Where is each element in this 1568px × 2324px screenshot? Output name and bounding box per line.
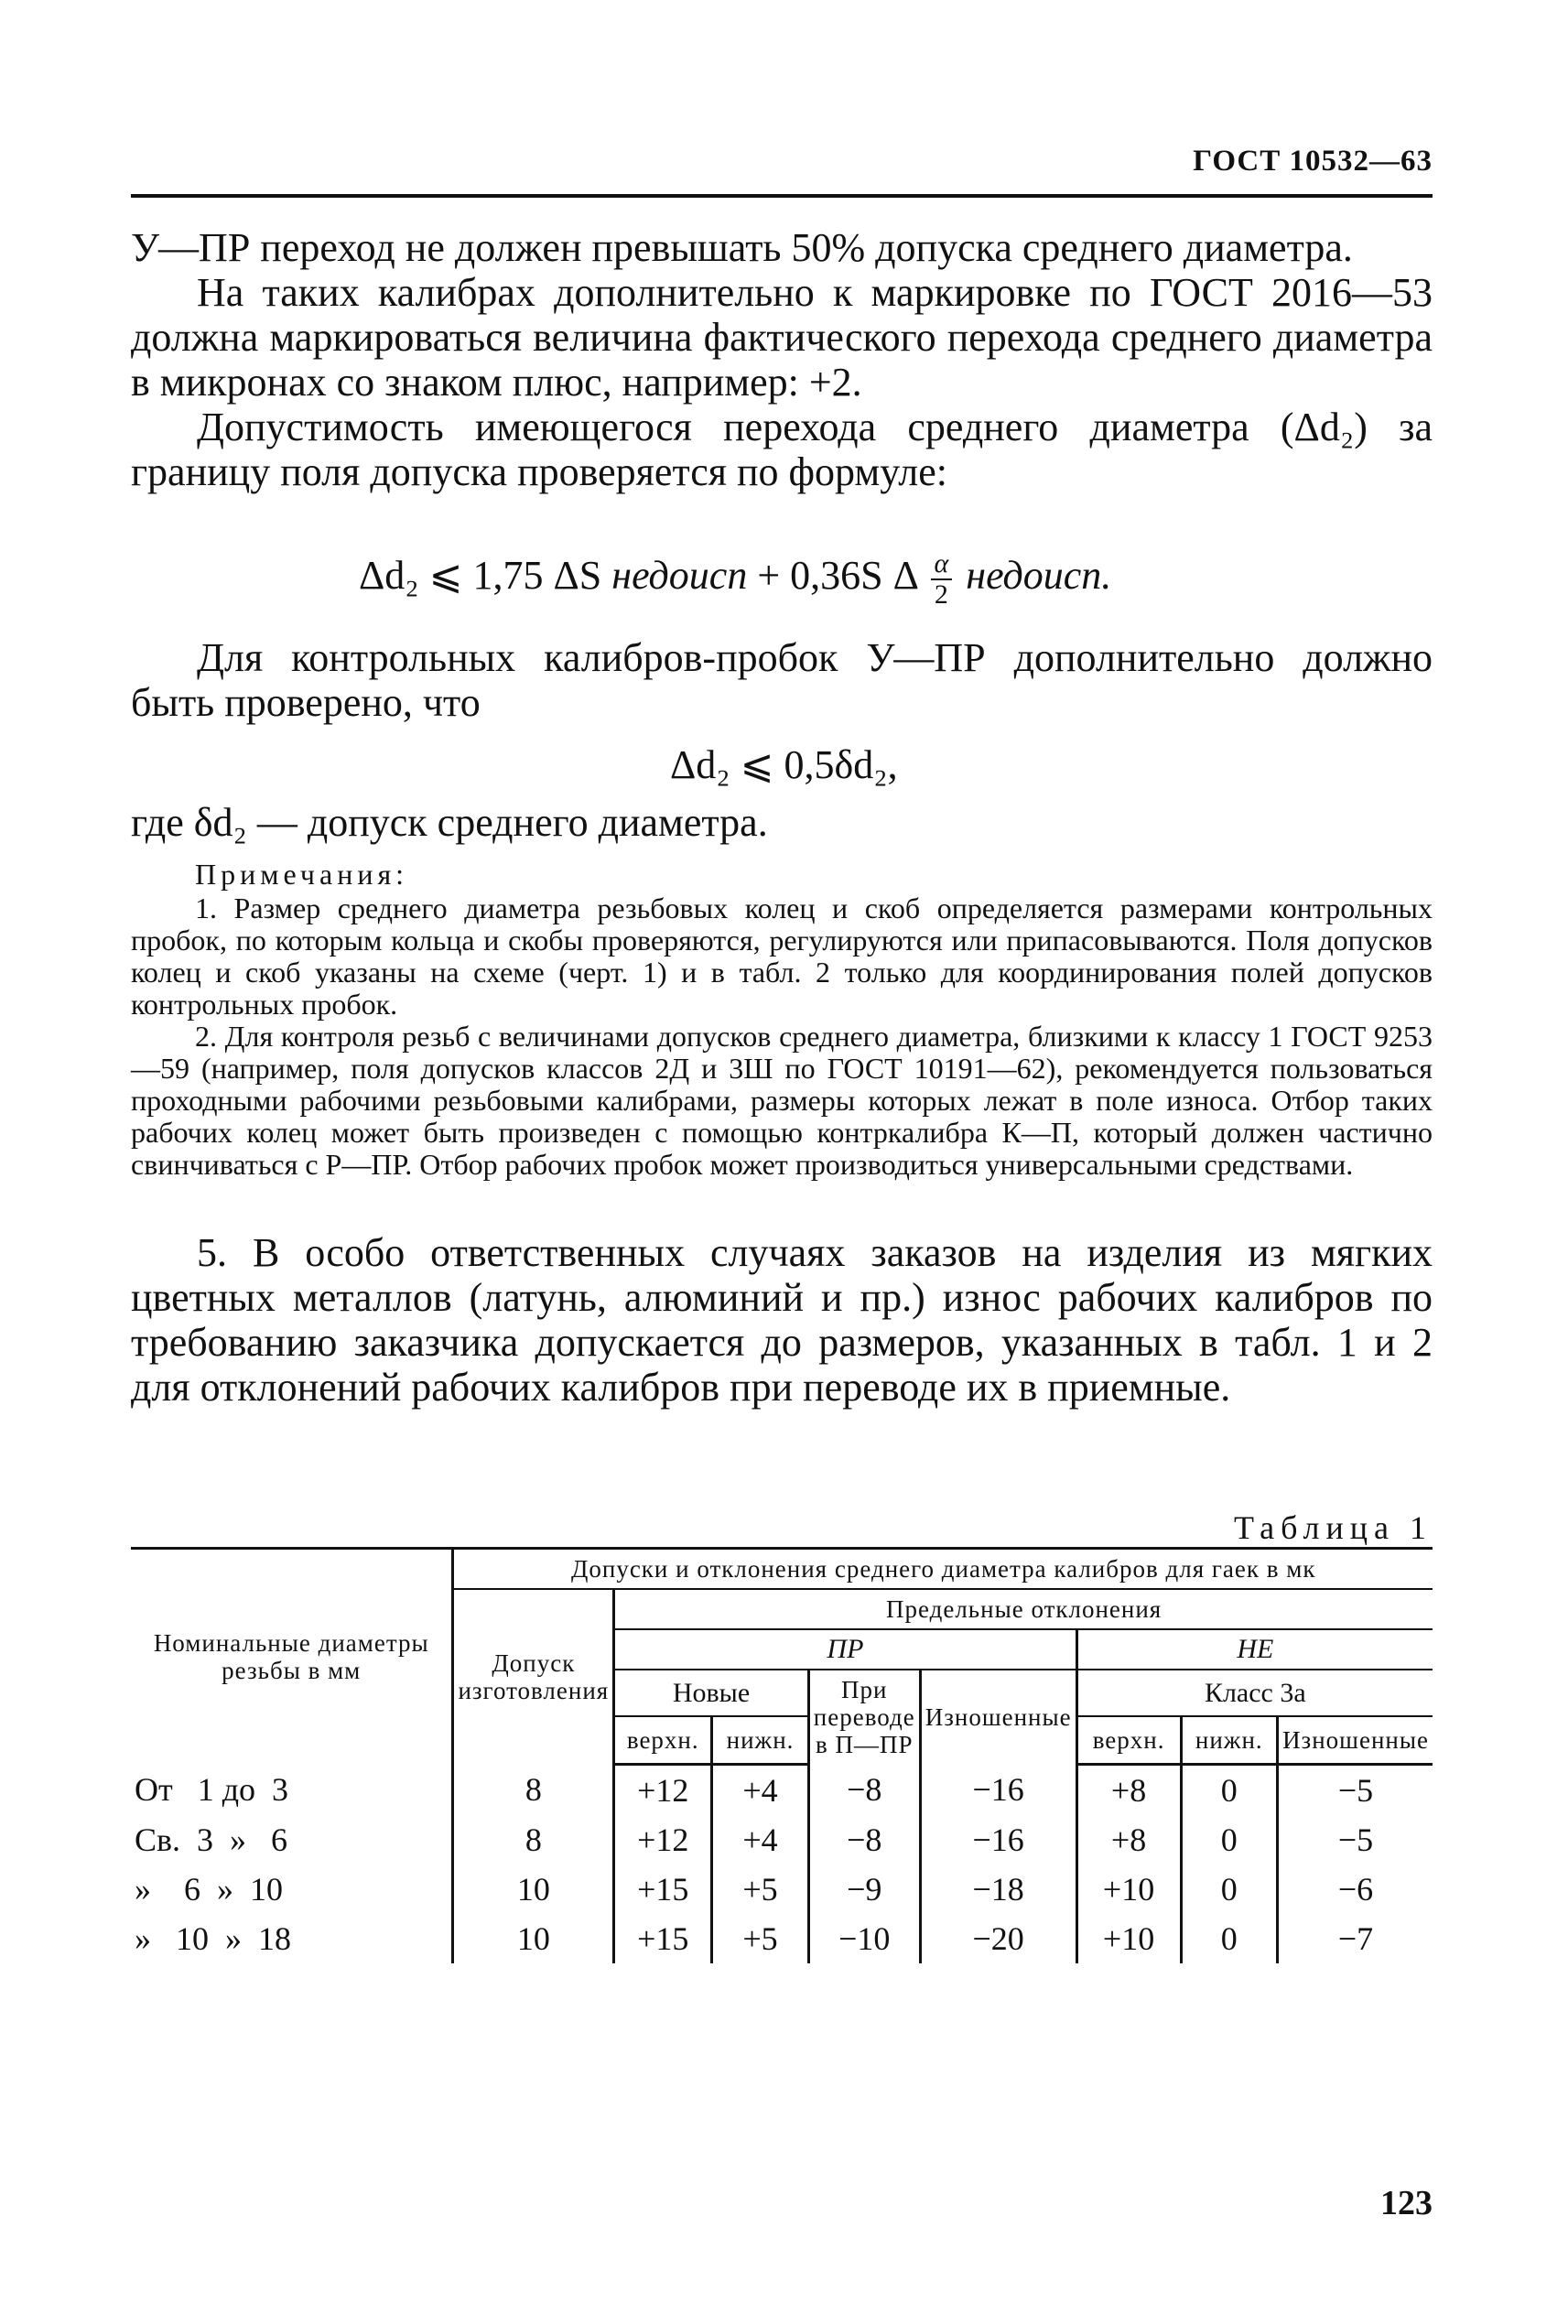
table-caption: Таблица 1 [1234,1509,1433,1546]
cell-transfer: −8 [808,1815,920,1865]
cell-pr-lower: +5 [712,1914,809,1963]
note-1: 1. Размер среднего диаметра резьбовых колец и скоб определяется размерами контрольных пробок, по которым кольца и скобы проверяются, регулируются или припасовываются. Поля допусков колец и скоб указаны на схеме (черт. 1) и в табл. 2 только для координирования полей допусков контрольных пробок. [131,892,1433,1021]
header-limit-deviations: Предельные отклонения [614,1589,1433,1629]
body-text-top [131,225,1433,494]
cell-ne-worn: −7 [1278,1914,1433,1963]
body-text-where [131,800,1433,845]
formula-1-term2: недоисп. [966,553,1112,599]
document-header: ГОСТ 10532—63 [1193,145,1433,178]
header-lower: нижн. [712,1716,809,1764]
cell-ne-worn: −5 [1278,1815,1433,1865]
header-pr: ПР [614,1629,1076,1670]
paragraph-2: На таких калибрах дополнительно к маркировке по ГОСТ 2016—53 должна маркироваться величина фактического перехода среднего диаметра в микронах со знаком плюс, например: +2. [131,270,1433,405]
body-text-bottom [131,1230,1433,1410]
cell-pr-lower: +5 [712,1865,809,1914]
header-class: Класс 3а [1076,1670,1433,1716]
cell-pr-upper: +15 [614,1914,712,1963]
table-row [131,1764,1433,1815]
header-upper-ne: верхн. [1076,1716,1181,1764]
cell-ne-upper: +10 [1076,1914,1181,1963]
cell-ne-upper: +8 [1076,1815,1181,1865]
header-new: Новые [614,1670,809,1716]
header-group: Допуски и отклонения среднего диаметра калибров для гаек в мк [453,1549,1433,1590]
cell-diameter: » 10 » 18 [135,1919,291,1957]
paragraph-5: где δd₂ — допуск среднего диаметра. [131,800,768,845]
cell-ne-worn: −6 [1278,1865,1433,1914]
cell-pr-upper: +15 [614,1865,712,1914]
cell-worn: −16 [920,1815,1076,1865]
cell-diameter: От 1 до 3 [135,1770,289,1808]
cell-ne-lower: 0 [1181,1815,1278,1865]
header-tolerance: Допуск изготовления [453,1589,614,1764]
header-ne: НЕ [1076,1629,1433,1670]
header-worn: Изношенные [920,1670,1076,1764]
cell-tolerance: 10 [453,1865,614,1914]
header-transfer: При переводе в П—ПР [808,1670,920,1764]
table-row [131,1914,1433,1963]
cell-ne-lower: 0 [1181,1764,1278,1815]
body-text-middle [131,635,1433,725]
note-2: 2. Для контроля резьб с величинами допусков среднего диаметра, близкими к классу 1 ГОСТ 9253—59 (например, поля допусков классов 2Д и 3Ш по ГОСТ 10191—62), рекомендуется пользоваться проходными рабочими резьбовыми калибрами, размеры которых лежат в поле износа. Отбор таких рабочих колец может быть произведен с помощью контркалибра К—П, который должен частично свинчиваться с Р—ПР. Отбор рабочих пробок может производиться универсальными средствами. [131,1020,1433,1181]
cell-transfer: −9 [808,1865,920,1914]
notes-block [131,859,1433,1181]
page-number: 123 [1380,2184,1433,2222]
paragraph-6: 5. В особо ответственных случаях заказов на изделия из мягких цветных металлов (латунь, алюминий и пр.) износ рабочих калибров по требованию заказчика допускается до размеров, указанных в табл. 1 и 2 для отклонений рабочих калибров при переводе их в приемные. [131,1230,1433,1410]
formula-1-mid: + 0,36S Δ [757,553,917,599]
cell-tolerance: 10 [453,1914,614,1963]
header-rule [131,194,1433,198]
tolerance-table [131,1547,1433,1963]
cell-worn: −16 [920,1764,1076,1815]
cell-diameter: Св. 3 » 6 [135,1821,288,1858]
header-nominal-diameter: Номинальные диаметры резьбы в мм [131,1549,453,1765]
header-upper: верхн. [614,1716,712,1764]
notes-title: Примечания: [195,858,409,891]
header-lower-ne: нижн. [1181,1716,1278,1764]
cell-tolerance: 8 [453,1764,614,1815]
paragraph-4: Для контрольных калибров-пробок У—ПР дополнительно должно быть проверено, что [131,635,1433,725]
fraction-numerator: α [931,549,953,580]
cell-transfer: −8 [808,1764,920,1815]
cell-ne-lower: 0 [1181,1914,1278,1963]
cell-ne-upper: +8 [1076,1764,1181,1815]
cell-ne-upper: +10 [1076,1865,1181,1914]
cell-pr-upper: +12 [614,1764,712,1815]
formula-1-term1: недоисп [611,553,748,599]
table-row [131,1865,1433,1914]
cell-pr-lower: +4 [712,1764,809,1815]
cell-ne-worn: −5 [1278,1764,1433,1815]
paragraph-3: Допустимость имеющегося перехода среднего диаметра (Δd₂) за границу поля допуска проверяется по формуле: [131,405,1433,494]
formula-1 [359,549,1111,610]
table-row [131,1815,1433,1865]
formula-1-left: Δd₂ ⩽ 1,75 ΔS [359,553,602,599]
fraction-denominator: 2 [934,579,948,610]
cell-transfer: −10 [808,1914,920,1963]
cell-pr-upper: +12 [614,1815,712,1865]
cell-ne-lower: 0 [1181,1865,1278,1914]
cell-diameter: » 6 » 10 [135,1870,283,1908]
cell-worn: −20 [920,1914,1076,1963]
cell-pr-lower: +4 [712,1815,809,1865]
formula-2: Δd₂ ⩽ 0,5δd₂, [670,742,898,787]
cell-worn: −18 [920,1865,1076,1914]
formula-1-fraction [931,549,953,610]
cell-tolerance: 8 [453,1815,614,1865]
paragraph-1: У—ПР переход не должен превышать 50% допуска среднего диаметра. [131,225,1353,270]
header-worn-ne: Изношенные [1278,1716,1433,1764]
